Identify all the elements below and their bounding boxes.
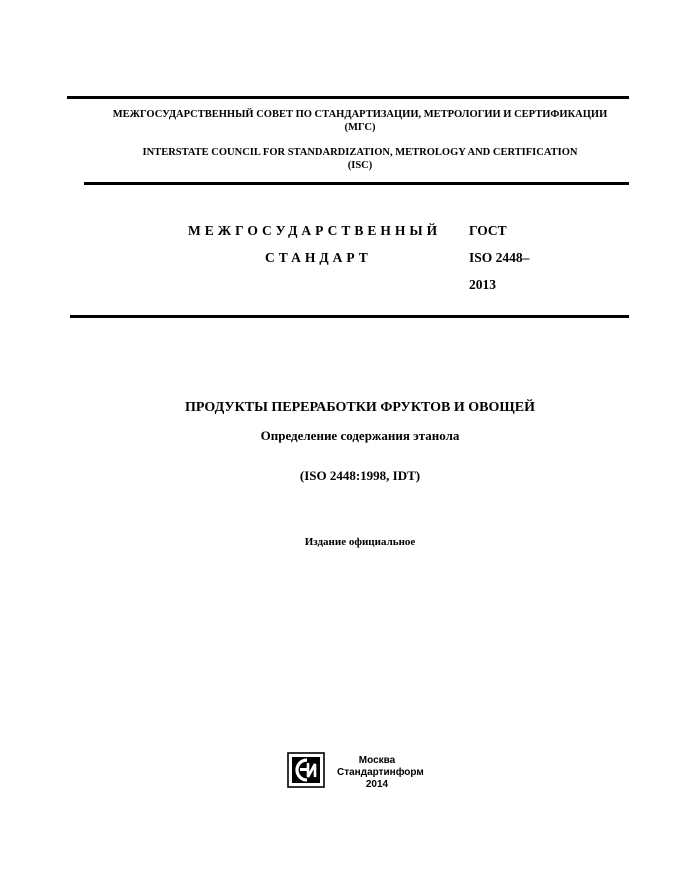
publisher-name: Стандартинформ: [337, 767, 424, 778]
publisher-city: Москва: [358, 755, 396, 766]
document-title: ПРОДУКТЫ ПЕРЕРАБОТКИ ФРУКТОВ И ОВОЩЕЙ: [185, 400, 535, 415]
iso-reference: (ISO 2448:1998, IDT): [299, 468, 421, 483]
publisher-year: 2014: [365, 779, 389, 790]
standard-label-line2: СТАНДАРТ: [265, 250, 372, 265]
council-bottom-rule: [84, 182, 629, 185]
council-ru-abbr: (МГС): [344, 122, 376, 133]
standard-label-line1: МЕЖГОСУДАРСТВЕННЫЙ: [188, 223, 442, 238]
council-ru-line1: МЕЖГОСУДАРСТВЕННЫЙ СОВЕТ ПО СТАНДАРТИЗАЦИИ, МЕТРОЛОГИИ И СЕРТИФИКАЦИИ: [112, 109, 608, 120]
council-en-abbr: (ISC): [347, 160, 373, 171]
standartinform-logo-icon: [287, 752, 325, 788]
edition-label: Издание официальное: [304, 536, 416, 548]
top-rule: [67, 96, 629, 99]
gost-number: ISO 2448–: [469, 250, 530, 265]
document-subtitle: Определение содержания этанола: [260, 428, 460, 443]
council-en-line1: INTERSTATE COUNCIL FOR STANDARDIZATION, METROLOGY AND CERTIFICATION: [142, 147, 578, 158]
standard-bottom-rule: [70, 315, 629, 318]
gost-label: ГОСТ: [469, 223, 507, 238]
gost-year: 2013: [469, 277, 496, 292]
